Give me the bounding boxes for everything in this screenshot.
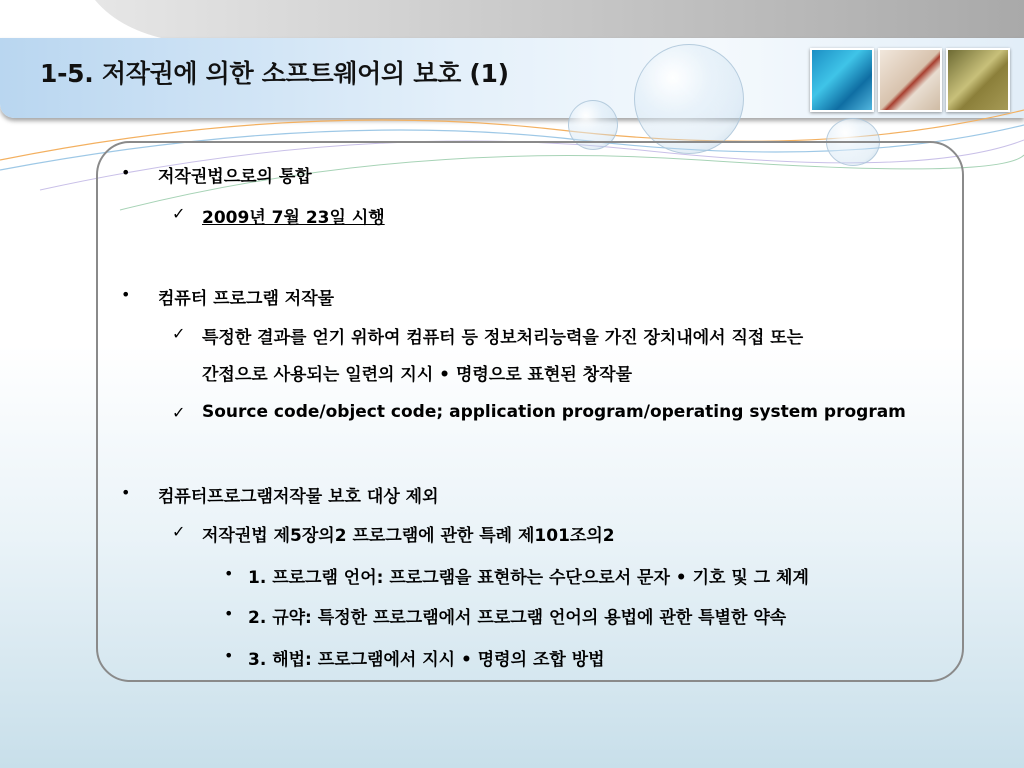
check-icon: ✓ [172, 403, 186, 422]
slide-title: 1-5. 저작권에 의한 소프트웨어의 보호 (1) [40, 59, 509, 88]
top-swoosh-decoration [0, 0, 1024, 40]
section-3-heading: 컴퓨터프로그램저작물 보호 대상 제외 [158, 487, 439, 507]
bullet-icon: • [224, 646, 234, 665]
section-2-item-1-line-2: 간접으로 사용되는 일련의 지시 • 명령으로 표현된 창작물 [202, 365, 633, 385]
check-icon: ✓ [172, 522, 186, 541]
bullet-icon: • [224, 564, 234, 583]
check-icon: ✓ [172, 324, 186, 343]
section-3-subitem-1: 1. 프로그램 언어: 프로그램을 표현하는 수단으로서 문자 • 기호 및 그 체계 [248, 568, 809, 588]
section-2-item-2: Source code/object code; application program/operating system program [202, 402, 906, 422]
bullet-icon: • [121, 285, 131, 304]
bullet-icon: • [224, 604, 234, 623]
section-2-item-1-line-1: 특정한 결과를 얻기 위하여 컴퓨터 등 정보처리능력을 가진 장치내에서 직접 또는 [202, 328, 804, 348]
section-3-subitem-2: 2. 규약: 특정한 프로그램에서 프로그램 언어의 용법에 관한 특별한 약속 [248, 608, 787, 628]
check-icon: ✓ [172, 204, 186, 223]
section-2-heading: 컴퓨터 프로그램 저작물 [158, 289, 335, 309]
large-bubble-decoration [634, 44, 744, 154]
section-3-item-1: 저작권법 제5장의2 프로그램에 관한 특례 제101조의2 [202, 526, 615, 546]
bullet-icon: • [121, 163, 131, 182]
section-1-heading: 저작권법으로의 통합 [158, 167, 312, 187]
bullet-icon: • [121, 483, 131, 502]
section-1-item-1: 2009년 7월 23일 시행 [202, 208, 385, 228]
section-3-subitem-3: 3. 해법: 프로그램에서 지시 • 명령의 조합 방법 [248, 650, 605, 670]
